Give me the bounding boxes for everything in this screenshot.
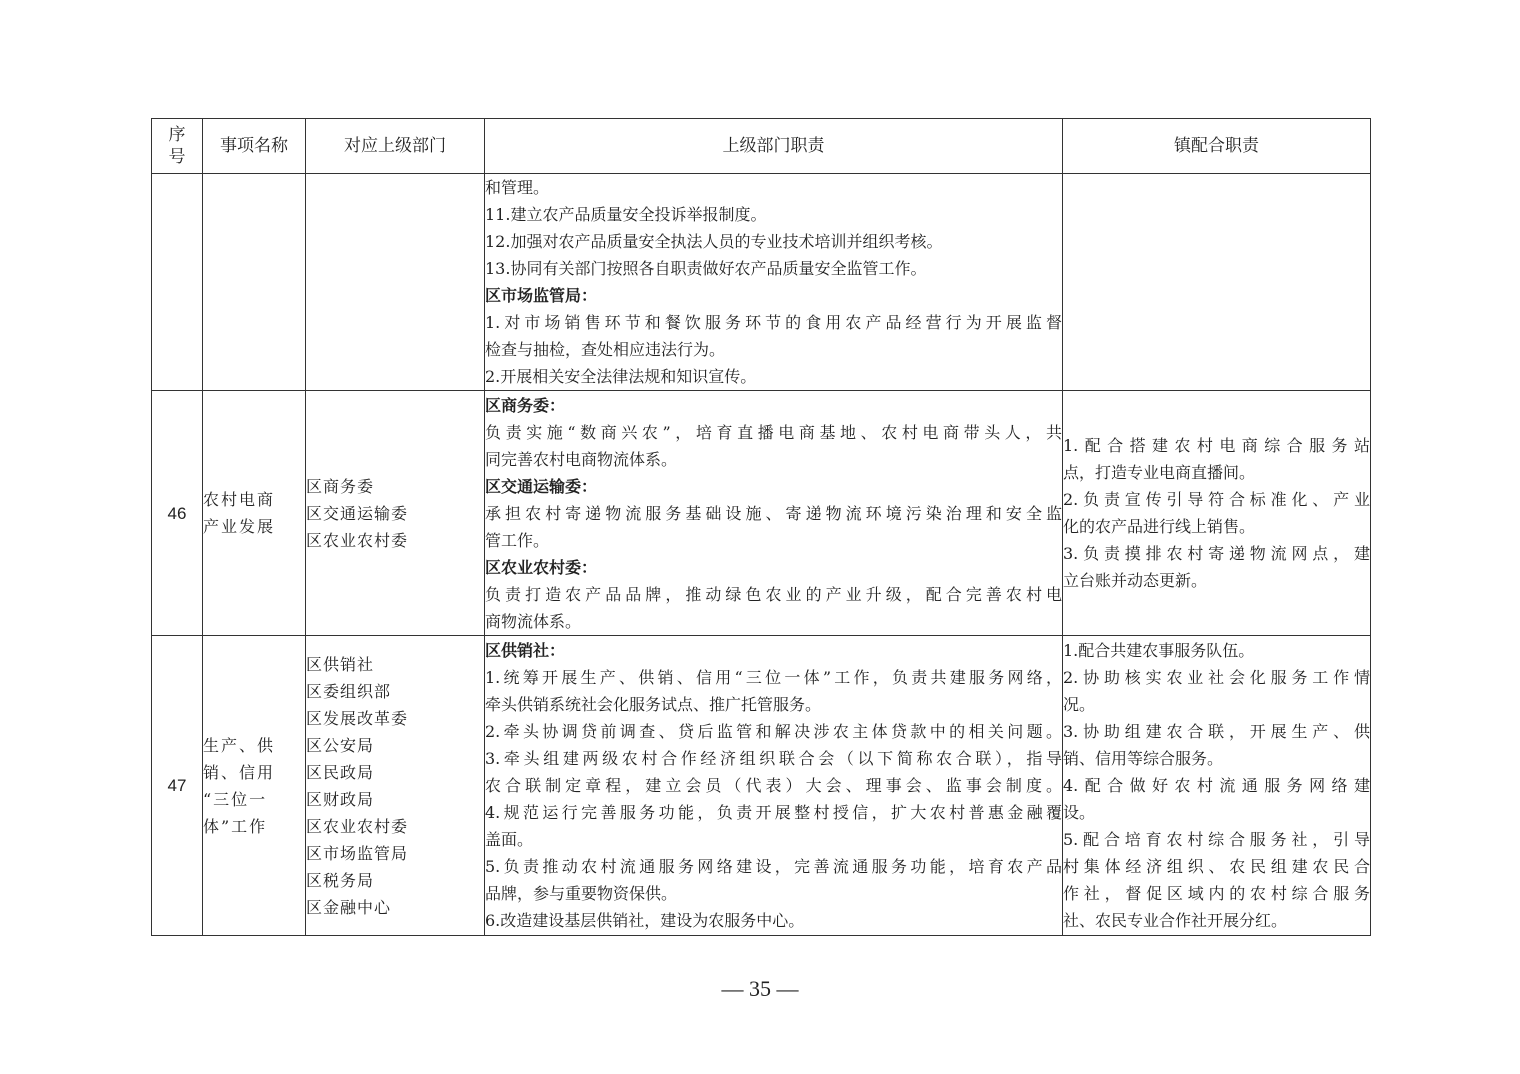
responsibility-table <box>151 118 1371 936</box>
town-line: 3.协助组建农合联，开展生产、供 <box>1063 722 1370 741</box>
town-line: 化的农产品进行线上销售。 <box>1063 517 1256 536</box>
town-line: 立台账并动态更新。 <box>1063 571 1208 590</box>
duty-line: 负责打造农产品品牌，推动绿色农业的产业升级，配合完善农村电 <box>485 584 1062 604</box>
duty-dept-heading: 区供销社： <box>485 641 566 660</box>
dept-item: 区委组织部 <box>306 681 392 701</box>
dept-item: 区供销社 <box>306 654 375 674</box>
dept-item: 区农业农村委 <box>306 816 409 836</box>
dept-item: 区农业农村委 <box>306 530 409 550</box>
row47-num: 47 <box>152 636 203 936</box>
row46-town <box>1063 391 1371 636</box>
town-line: 1.配合共建农事服务队伍。 <box>1063 641 1255 660</box>
row46-name <box>203 391 306 636</box>
town-line: 设。 <box>1063 803 1096 822</box>
duty-line: 品牌，参与重要物资保供。 <box>485 884 678 903</box>
duty-dept-heading: 区商务委： <box>485 395 566 415</box>
duty-line: 商物流体系。 <box>485 611 582 631</box>
dept-item: 区民政局 <box>306 762 375 782</box>
row46-num: 46 <box>152 391 203 636</box>
header-index-char-2: 号 <box>168 147 186 167</box>
town-line: 社、农民专业合作社开展分红。 <box>1063 911 1288 930</box>
dept-item: 区发展改革委 <box>306 708 409 728</box>
town-line: 2.协助核实农业社会化服务工作情 <box>1063 668 1370 687</box>
page-number: — 35 — <box>721 976 799 1001</box>
duty-line: 11.建立农产品质量安全投诉举报制度。 <box>485 205 767 224</box>
duty-line: 6.改造建设基层供销社，建设为农服务中心。 <box>485 911 805 930</box>
row47-duty <box>485 636 1063 936</box>
row46-depts <box>306 391 485 636</box>
town-line: 2.负责宣传引导符合标准化、产业 <box>1063 490 1370 509</box>
cont-name-cell <box>203 174 306 391</box>
header-item-name: 事项名称 <box>203 119 306 174</box>
dept-item: 区市场监管局 <box>306 843 409 863</box>
table-row-47 <box>152 636 1371 936</box>
duty-line: 和管理。 <box>485 178 550 197</box>
table-row-46 <box>152 391 1371 636</box>
row47-name-line: 体”工作 <box>203 816 268 836</box>
row47-town <box>1063 636 1371 936</box>
duty-line: 1.统筹开展生产、供销、信用“三位一体”工作，负责共建服务网络， <box>485 668 1062 687</box>
town-line: 况。 <box>1063 695 1096 714</box>
row47-depts <box>306 636 485 936</box>
row47-name-line: 生产、供 <box>203 735 276 755</box>
row46-name-line: 产业发展 <box>203 517 276 536</box>
duty-line: 2.开展相关安全法律法规和知识宣传。 <box>485 367 757 386</box>
town-line: 1.配合搭建农村电商综合服务站 <box>1063 436 1370 455</box>
header-town-duty: 镇配合职责 <box>1063 119 1371 174</box>
town-line: 作社，督促区域内的农村综合服务 <box>1063 884 1370 903</box>
row46-name-line: 农村电商 <box>203 490 276 509</box>
row47-name <box>203 636 306 936</box>
duty-line: 检查与抽检，查处相应违法行为。 <box>485 340 726 359</box>
duty-line: 13.协同有关部门按照各自职责做好农产品质量安全监管工作。 <box>485 259 927 278</box>
cont-dept-cell <box>306 174 485 391</box>
dept-item: 区公安局 <box>306 735 375 755</box>
header-index <box>152 119 203 174</box>
town-line: 5.配合培育农村综合服务社，引导 <box>1063 830 1370 849</box>
table-header-row <box>152 119 1371 174</box>
dept-item: 区财政局 <box>306 789 375 809</box>
duty-line: 同完善农村电商物流体系。 <box>485 449 678 469</box>
row46-duty <box>485 391 1063 636</box>
duty-line: 农合联制定章程，建立会员（代表）大会、理事会、监事会制度。 <box>485 776 1062 795</box>
header-index-char-1: 序 <box>168 125 186 145</box>
cont-duty-cell <box>485 174 1063 391</box>
duty-dept-heading: 区农业农村委： <box>485 557 598 577</box>
town-line: 点，打造专业电商直播间。 <box>1063 463 1256 482</box>
cont-num-cell <box>152 174 203 391</box>
duty-line: 负责实施“数商兴农”，培育直播电商基地、农村电商带头人，共 <box>485 422 1062 442</box>
header-upper-dept: 对应上级部门 <box>306 119 485 174</box>
duty-line: 盖面。 <box>485 830 534 849</box>
dept-item: 区税务局 <box>306 870 375 890</box>
town-line: 4.配合做好农村流通服务网络建 <box>1063 776 1370 795</box>
dept-item: 区商务委 <box>306 476 375 496</box>
duty-dept-heading: 区交通运输委： <box>485 476 598 496</box>
table-row-continued <box>152 174 1371 391</box>
dept-item: 区交通运输委 <box>306 503 409 523</box>
row47-name-line: 销、信用 <box>203 762 276 782</box>
duty-line: 5.负责推动农村流通服务网络建设，完善流通服务功能，培育农产品 <box>485 857 1062 876</box>
dept-item: 区金融中心 <box>306 897 392 917</box>
header-upper-duty: 上级部门职责 <box>485 119 1063 174</box>
cont-town-cell <box>1063 174 1371 391</box>
town-line: 销、信用等综合服务。 <box>1063 749 1224 768</box>
duty-line: 1.对市场销售环节和餐饮服务环节的食用农产品经营行为开展监督 <box>485 313 1062 332</box>
town-line: 3.负责摸排农村寄递物流网点，建 <box>1063 544 1370 563</box>
row47-name-line: “三位一 <box>203 789 268 809</box>
duty-dept-heading: 区市场监管局： <box>485 286 598 305</box>
duty-line: 2.牵头协调贷前调查、贷后监管和解决涉农主体贷款中的相关问题。 <box>485 722 1062 741</box>
duty-line: 管工作。 <box>485 530 550 550</box>
duty-line: 牵头供销系统社会化服务试点、推广托管服务。 <box>485 695 822 714</box>
duty-line: 承担农村寄递物流服务基础设施、寄递物流环境污染治理和安全监 <box>485 503 1062 523</box>
duty-line: 4.规范运行完善服务功能，负责开展整村授信，扩大农村普惠金融覆 <box>485 803 1062 822</box>
duty-line: 12.加强对农产品质量安全执法人员的专业技术培训并组织考核。 <box>485 232 943 251</box>
duty-line: 3.牵头组建两级农村合作经济组织联合会（以下简称农合联），指导 <box>485 749 1062 768</box>
town-line: 村集体经济组织、农民组建农民合 <box>1063 857 1370 876</box>
